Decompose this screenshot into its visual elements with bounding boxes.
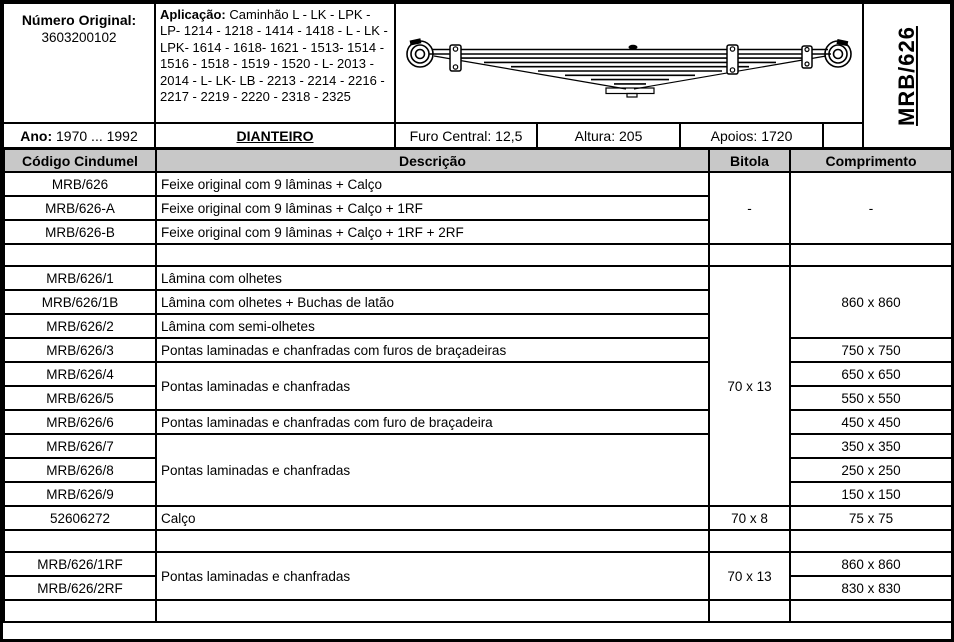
comprimento-cell: 75 x 75 bbox=[790, 506, 952, 530]
comprimento-cell: 250 x 250 bbox=[790, 458, 952, 482]
aplicacao-label: Aplicação: bbox=[160, 7, 226, 22]
description-cell bbox=[156, 244, 709, 266]
description-cell: Lâmina com olhetes bbox=[156, 266, 709, 290]
bitola-cell: 70 x 13 bbox=[709, 552, 790, 600]
code-cell: 52606272 bbox=[4, 506, 156, 530]
table-row bbox=[4, 552, 952, 576]
description-cell: Feixe original com 9 lâminas + Calço + 1RF bbox=[156, 196, 709, 220]
bitola-cell: 70 x 13 bbox=[709, 266, 790, 506]
code-cell: MRB/626/1RF bbox=[4, 552, 156, 576]
comprimento-cell: 860 x 860 bbox=[790, 266, 952, 338]
code-cell: MRB/626/3 bbox=[4, 338, 156, 362]
col-header-descricao: Descrição bbox=[156, 149, 709, 172]
comprimento-cell: 860 x 860 bbox=[790, 552, 952, 576]
numero-original-label: Número Original: bbox=[21, 12, 137, 28]
model-code: MRB/626 bbox=[894, 25, 920, 126]
position-label: DIANTEIRO bbox=[236, 127, 314, 144]
description-cell: Calço bbox=[156, 506, 709, 530]
code-cell: MRB/626/2 bbox=[4, 314, 156, 338]
numero-original-box bbox=[3, 3, 155, 123]
comprimento-cell: 830 x 830 bbox=[790, 576, 952, 600]
comprimento-cell: 750 x 750 bbox=[790, 338, 952, 362]
page-header bbox=[3, 3, 951, 148]
description-cell: Pontas laminadas e chanfradas com furo de braçadeira bbox=[156, 410, 709, 434]
code-cell: MRB/626/2RF bbox=[4, 576, 156, 600]
leaf-spring-side-view-icon bbox=[396, 4, 861, 121]
apoios-cell: Apoios: 1720 bbox=[680, 123, 823, 148]
parts-table bbox=[3, 148, 953, 623]
spacer-cell bbox=[823, 123, 863, 148]
furo-central-cell: Furo Central: 12,5 bbox=[395, 123, 537, 148]
comprimento-cell: - bbox=[790, 172, 952, 244]
description-cell: Pontas laminadas e chanfradas com furos de braçadeiras bbox=[156, 338, 709, 362]
table-row bbox=[4, 266, 952, 290]
code-cell: MRB/626/1 bbox=[4, 266, 156, 290]
col-header-comprimento: Comprimento bbox=[790, 149, 952, 172]
comprimento-cell: 150 x 150 bbox=[790, 482, 952, 506]
table-row bbox=[4, 338, 952, 362]
table-row bbox=[4, 172, 952, 196]
ano-label: Ano: bbox=[20, 127, 53, 144]
description-cell: Lâmina com olhetes + Buchas de latão bbox=[156, 290, 709, 314]
table-row bbox=[4, 410, 952, 434]
comprimento-cell: 650 x 650 bbox=[790, 362, 952, 386]
leaf-spring-drawing bbox=[395, 3, 863, 123]
ano-value: 1970 ... 1992 bbox=[56, 127, 138, 144]
bitola-cell: - bbox=[709, 172, 790, 244]
code-cell: MRB/626 bbox=[4, 172, 156, 196]
code-cell: MRB/626/7 bbox=[4, 434, 156, 458]
empty-row bbox=[4, 530, 952, 552]
altura-cell: Altura: 205 bbox=[537, 123, 680, 148]
bitola-cell: 70 x 8 bbox=[709, 506, 790, 530]
table-header-row bbox=[4, 149, 952, 172]
description-cell: Feixe original com 9 lâminas + Calço + 1RF + 2RF bbox=[156, 220, 709, 244]
code-cell: MRB/626/9 bbox=[4, 482, 156, 506]
description-cell bbox=[156, 600, 709, 622]
comprimento-cell: 350 x 350 bbox=[790, 434, 952, 458]
code-cell: MRB/626/8 bbox=[4, 458, 156, 482]
code-cell bbox=[4, 600, 156, 622]
col-header-codigo: Código Cindumel bbox=[4, 149, 156, 172]
comprimento-cell: 450 x 450 bbox=[790, 410, 952, 434]
aplicacao-text: Caminhão L - LK - LPK - LP- 1214 - 1218 - 1414 - 1418 - L - LK - LPK- 1614 - 1618- 1621 - 1513- 1514 - 1516 - 1518 - 1519 - 1520 - L- 2013 - 2014 - L- LK- LB - 2213 - 2214 - 2216 - 2217 - 2219 - 2220 - 2318 - 2325 bbox=[160, 7, 388, 105]
code-cell: MRB/626/1B bbox=[4, 290, 156, 314]
comprimento-cell bbox=[790, 600, 952, 622]
empty-row bbox=[4, 600, 952, 622]
code-cell: MRB/626-B bbox=[4, 220, 156, 244]
empty-row bbox=[4, 244, 952, 266]
bitola-cell bbox=[709, 530, 790, 552]
comprimento-cell bbox=[790, 244, 952, 266]
bitola-cell bbox=[709, 244, 790, 266]
ano-box bbox=[3, 123, 155, 148]
description-cell bbox=[156, 530, 709, 552]
comprimento-cell bbox=[790, 530, 952, 552]
description-cell: Pontas laminadas e chanfradas bbox=[156, 552, 709, 600]
description-cell: Feixe original com 9 lâminas + Calço bbox=[156, 172, 709, 196]
aplicacao-box bbox=[155, 3, 395, 123]
model-code-tab bbox=[863, 3, 951, 148]
numero-original-value: 3603200102 bbox=[41, 30, 117, 45]
code-cell: MRB/626/4 bbox=[4, 362, 156, 386]
code-cell: MRB/626/6 bbox=[4, 410, 156, 434]
description-cell: Pontas laminadas e chanfradas bbox=[156, 362, 709, 410]
table-row bbox=[4, 362, 952, 386]
col-header-bitola: Bitola bbox=[709, 149, 790, 172]
description-cell: Pontas laminadas e chanfradas bbox=[156, 434, 709, 506]
code-cell: MRB/626-A bbox=[4, 196, 156, 220]
table-row bbox=[4, 506, 952, 530]
code-cell bbox=[4, 530, 156, 552]
spec-row bbox=[395, 123, 863, 148]
table-row bbox=[4, 434, 952, 458]
code-cell: MRB/626/5 bbox=[4, 386, 156, 410]
code-cell bbox=[4, 244, 156, 266]
comprimento-cell: 550 x 550 bbox=[790, 386, 952, 410]
bitola-cell bbox=[709, 600, 790, 622]
position-box bbox=[155, 123, 395, 148]
description-cell: Lâmina com semi-olhetes bbox=[156, 314, 709, 338]
